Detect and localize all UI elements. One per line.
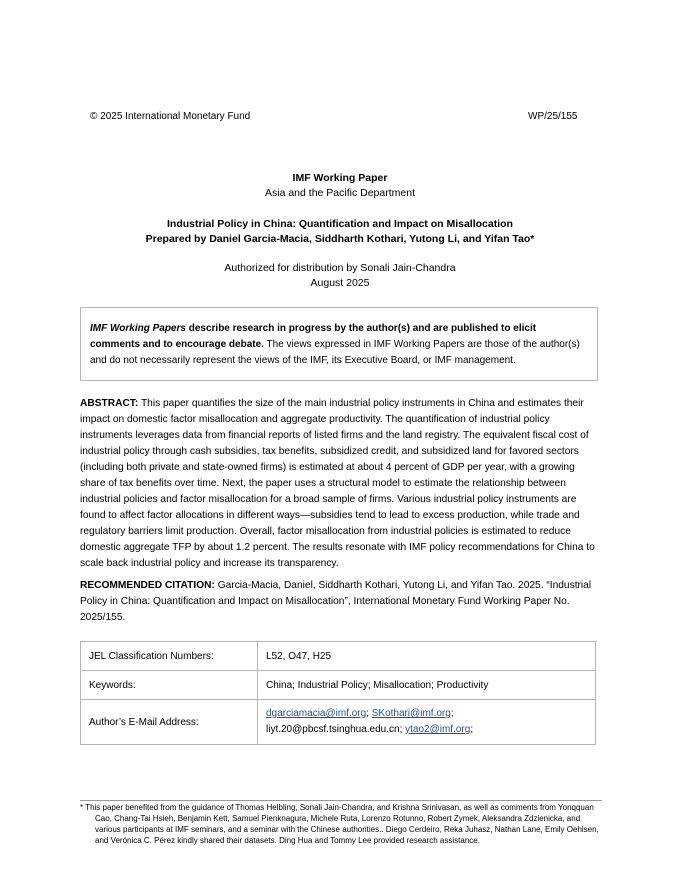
- publication-date: August 2025: [310, 277, 370, 289]
- abstract-text: This paper quantifies the size of the main industrial policy instruments in China and estimates their impact on domestic factor misallocation and aggregate productivity. The quantification of industrial policy instruments leverages data from financial reports of listed firms and the land registry. The equivalent fiscal cost of industrial policy through cash subsidies, tax benefits, subsidized credit, and subsidized land for favored sectors (including both private and state-owned firms) is estimated at about 4 percent of GDP per year, with a growing share of tax benefits over time. Next, the paper uses a structural model to estimate the relationship between industrial policies and factor misallocation for a broad sample of firms. Various industrial policy instruments are found to affect factor allocations in different ways—subsidies tend to lead to excess production, while trade and regulatory barriers limit production. Overall, factor misallocation from industrial policies is estimated to reduce domestic aggregate TFP by about 1.2 percent. The results resonate with IMF policy recommendations for China to scale back industrial policy and increase its transparency.: [80, 398, 595, 569]
- abstract: [80, 396, 602, 572]
- separator: ;: [470, 724, 474, 735]
- email-link-kothari[interactable]: SKothari@imf.org: [371, 708, 451, 719]
- table-row: [81, 671, 596, 700]
- citation-label: RECOMMENDED CITATION:: [80, 580, 215, 591]
- keywords-value: China; Industrial Policy; Misallocation; Productivity: [258, 671, 596, 700]
- disclaimer-bold: describe research in progress by the author(s) and are published to elicit comments and to encourage debate.: [90, 323, 537, 350]
- disclaimer-plain: The views expressed in IMF Working Papers are those of the author(s) and do not necessarily represent the views of the IMF, its Executive Board, or IMF management.: [90, 339, 580, 366]
- disclaimer-box: [80, 307, 598, 381]
- department: Asia and the Pacific Department: [265, 187, 415, 199]
- citation-text: Garcia-Macia, Daniel, Siddharth Kothari, Yutong Li, and Yifan Tao. 2025. “Industrial Policy in China: Quantification and Impact on Misallocation”, International Monetary Fund Working Paper No. 2025/155.: [80, 580, 592, 623]
- email-li: liyt.20@pbcsf.tsinghua.edu.cn;: [266, 724, 406, 735]
- abstract-label: ABSTRACT:: [80, 398, 139, 409]
- jel-label: JEL Classification Numbers:: [81, 642, 258, 671]
- table-row: [81, 642, 596, 671]
- copyright-line: © 2025 International Monetary Fund: [90, 111, 251, 122]
- separator: ;: [450, 708, 454, 719]
- series-title: IMF Working Paper: [292, 172, 388, 184]
- table-row: [81, 700, 596, 745]
- jel-value: L52, O47, H25: [258, 642, 596, 671]
- disclaimer-series: IMF Working Papers: [90, 323, 186, 334]
- email-value: [258, 700, 596, 745]
- jel-table: [80, 641, 596, 745]
- keywords-label: Keywords:: [81, 671, 258, 700]
- email-label: Author’s E-Mail Address:: [81, 700, 258, 745]
- email-link-tao[interactable]: ytao2@imf.org: [405, 724, 471, 735]
- separator: ;: [366, 708, 372, 719]
- paper-title: Industrial Policy in China: Quantification and Impact on Misallocation: [167, 218, 513, 230]
- authorized-by: Authorized for distribution by Sonali Jain-Chandra: [224, 262, 456, 274]
- email-link-garciamacia[interactable]: dgarciamacia@imf.org: [266, 708, 367, 719]
- footnote: * This paper benefited from the guidance of Thomas Helbling, Sonali Jain-Chandra, and Krishna Srinivasan, as well as comments from Yonqquan Cao, Chang-Tai Hsieh, Benjamin Kett, Samuel Pienknagura, Michele Ruta, Lorenzo Rotunno, Robert Zymek, Aleksandra Zdzienicka, and various participants at IMF seminars, and a seminar with the Chinese authorities.. Diego Cerdeiro, Reka Juhasz, Nathan Lane, Emily Oehlsen, and Verónica C. Pérez kindly shared their datasets. Ding Hua and Tommy Lee provided research assistance.: [80, 803, 599, 845]
- footnote-divider: [80, 800, 602, 801]
- authors-line: Prepared by Daniel Garcia-Macia, Siddharth Kothari, Yutong Li, and Yifan Tao*: [145, 233, 535, 245]
- wp-number: WP/25/155: [528, 111, 578, 122]
- citation: [80, 578, 602, 626]
